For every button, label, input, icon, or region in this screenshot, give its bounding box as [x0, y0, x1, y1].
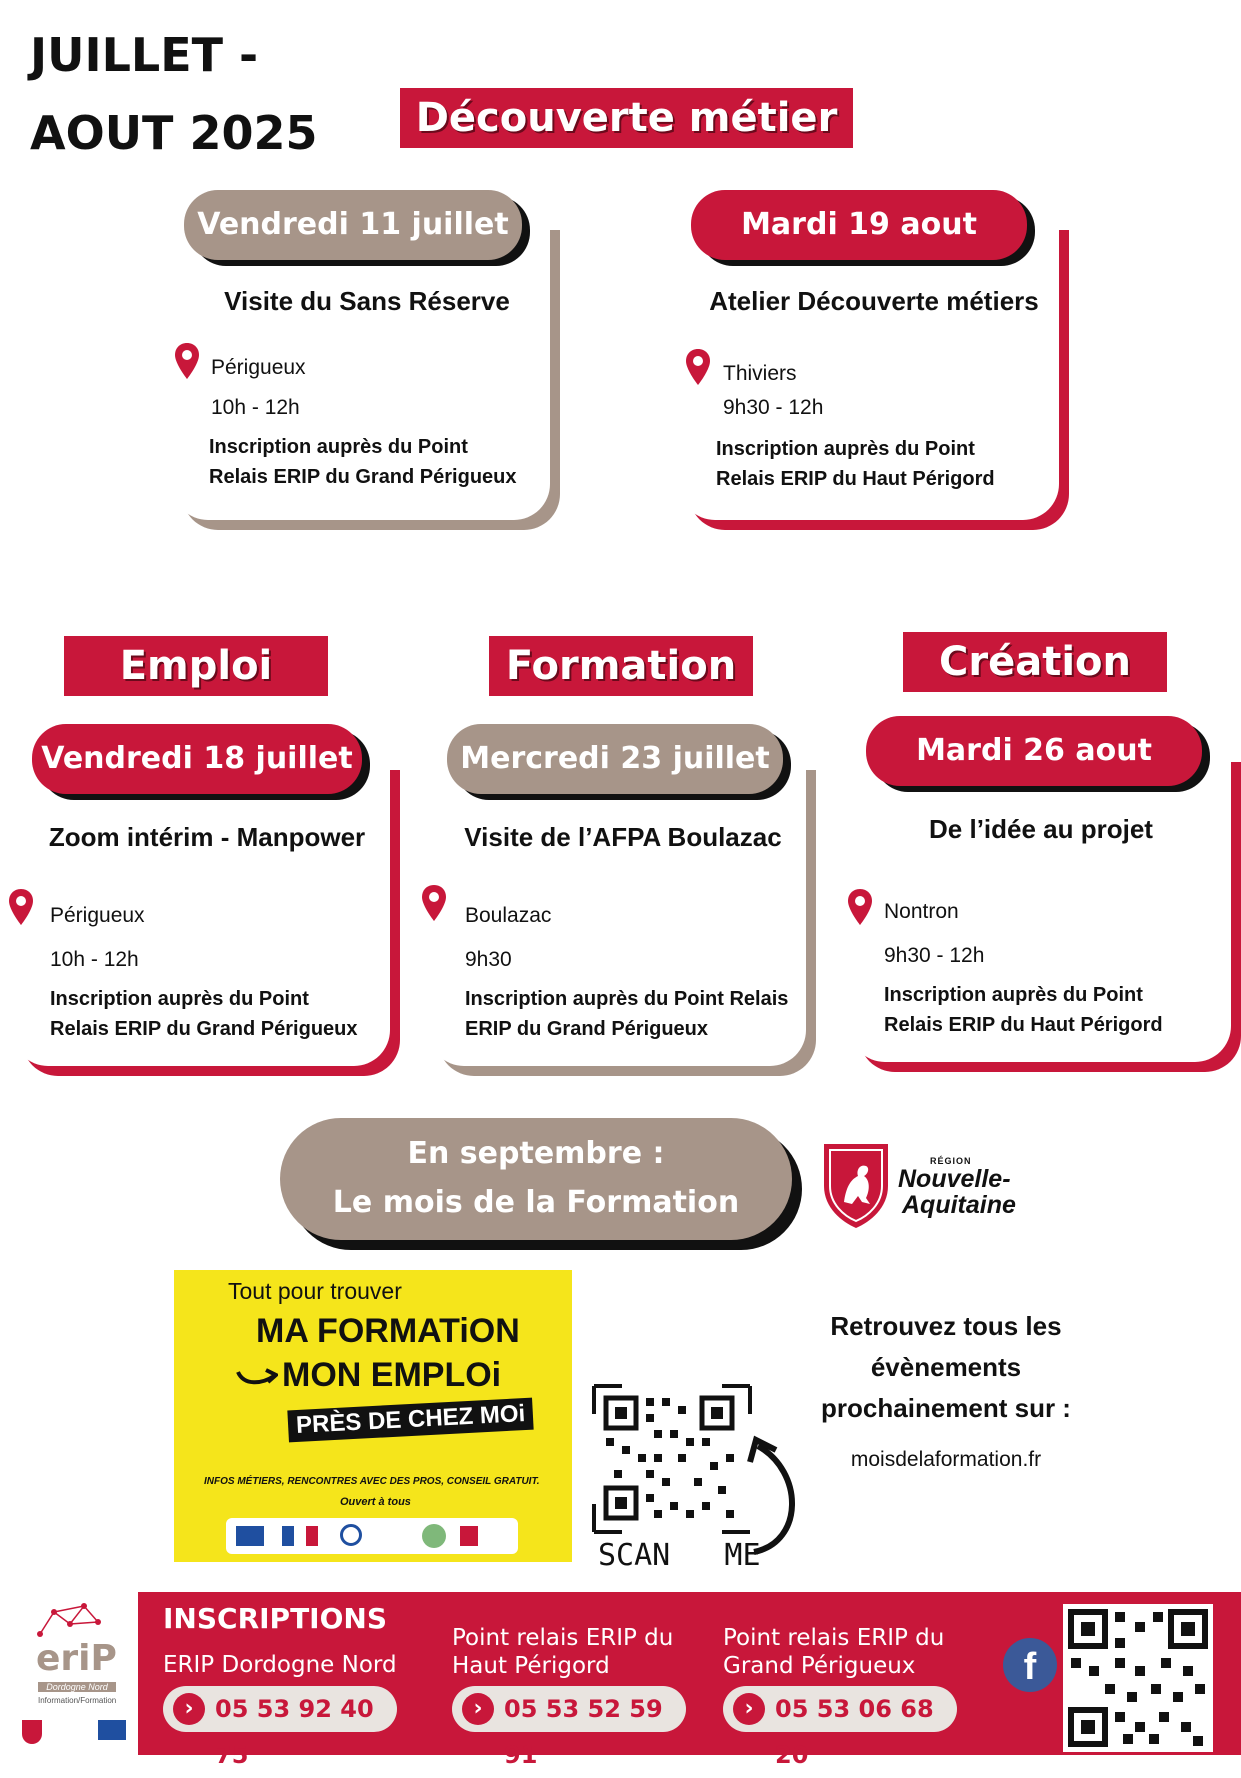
- event-date: Mercredi 23 juillet: [447, 724, 783, 794]
- section-decouverte: Découverte métier: [400, 88, 853, 148]
- region-mini-logo: [460, 1526, 478, 1546]
- event-registration: Inscription auprès du Point Relais ERIP du Haut Périgord: [716, 438, 995, 490]
- eu-flag-icon: [236, 1526, 264, 1546]
- event-title: Visite du Sans Réserve: [224, 286, 510, 316]
- event-registration: Inscription auprès du Point Relais ERIP du Grand Périgueux: [209, 436, 517, 488]
- partner-circle-logo: [340, 1524, 362, 1546]
- event-date: Vendredi 18 juillet: [32, 724, 362, 794]
- chevron-right-icon: ›: [462, 1693, 494, 1725]
- website-link[interactable]: moisdelaformation.fr: [850, 1448, 1042, 1471]
- partner-green-logo: [422, 1524, 446, 1548]
- event-title: Zoom intérim - Manpower: [48, 822, 366, 852]
- event-title: De l’idée au projet: [929, 814, 1153, 844]
- phone-button[interactable]: › 05 53 52 59 91: [452, 1686, 686, 1732]
- eu-flag-icon: [98, 1720, 126, 1740]
- event-time: 9h30 - 12h: [723, 396, 824, 419]
- event-time: 10h - 12h: [50, 948, 139, 971]
- republique-logo: [282, 1526, 318, 1546]
- event-title: Visite de l’AFPA Boulazac: [464, 822, 782, 852]
- location-pin-icon: [8, 888, 34, 926]
- event-place: Thiviers: [723, 362, 797, 385]
- section-emploi: Emploi: [64, 636, 328, 696]
- event-date: Mardi 19 aout: [691, 190, 1027, 260]
- footer-heading: INSCRIPTIONS: [163, 1602, 387, 1635]
- event-registration: Inscription auprès du Point Relais ERIP du Grand Périgueux: [465, 988, 789, 1040]
- location-pin-icon: [685, 348, 711, 386]
- network-icon: [34, 1600, 104, 1640]
- event-place: Périgueux: [211, 356, 306, 379]
- partner-logos: [226, 1518, 518, 1554]
- promo-text: Retrouvez tous les évènements prochainement sur :: [821, 1311, 1071, 1423]
- region-lion-shield-icon: [820, 1140, 892, 1230]
- event-title: Atelier Découverte métiers: [709, 286, 1039, 316]
- location-pin-icon: [421, 884, 447, 922]
- section-creation: Création: [903, 632, 1167, 692]
- location-pin-icon: [174, 342, 200, 380]
- phone-button[interactable]: › 05 53 06 68 20: [723, 1686, 957, 1732]
- arrow-icon: [234, 1364, 278, 1388]
- location-pin-icon: [847, 888, 873, 926]
- contact-name: Point relais ERIP du Haut Périgord: [452, 1625, 674, 1679]
- region-logo: RÉGION Nouvelle- Aquitaine: [820, 1140, 1020, 1230]
- event-date: Mardi 26 aout: [866, 716, 1202, 786]
- september-banner: En septembre : Le mois de la Formation: [280, 1118, 792, 1240]
- facebook-icon[interactable]: f: [1003, 1638, 1057, 1692]
- event-time: 9h30: [465, 948, 512, 971]
- event-registration: Inscription auprès du Point Relais ERIP du Grand Périgueux: [50, 988, 358, 1040]
- event-place: Boulazac: [465, 904, 552, 927]
- region-small-logo: [22, 1720, 42, 1744]
- qr-code-icon[interactable]: [592, 1384, 752, 1534]
- event-place: Périgueux: [50, 904, 145, 927]
- event-registration: Inscription auprès du Point Relais ERIP du Haut Périgord: [884, 984, 1163, 1036]
- poster-image: Tout pour trouver MA FORMATiON MON EMPLOi PRÈS DE CHEZ MOi INFOS MÉTIERS, RENCONTRES AVEC DES PROS, CONSEIL GRATUIT. Ouvert à tous: [174, 1270, 572, 1562]
- event-time: 10h - 12h: [211, 396, 300, 419]
- event-time: 9h30 - 12h: [884, 944, 985, 967]
- event-place: Nontron: [884, 900, 959, 923]
- qr-code-icon[interactable]: [1063, 1604, 1213, 1752]
- scan-me-label: SCAN ME: [598, 1538, 761, 1573]
- phone-button[interactable]: › 05 53 92 40 75: [163, 1686, 397, 1732]
- chevron-right-icon: ›: [173, 1693, 205, 1725]
- section-formation: Formation: [489, 636, 753, 696]
- page-title: JUILLET - AOUT 2025: [30, 28, 318, 160]
- contact-name: ERIP Dordogne Nord: [163, 1652, 397, 1678]
- erip-logo: eriP Dordogne Nord Information/Formation: [20, 1600, 130, 1750]
- event-date: Vendredi 11 juillet: [184, 190, 522, 260]
- chevron-right-icon: ›: [733, 1693, 765, 1725]
- contact-name: Point relais ERIP du Grand Périgueux: [723, 1625, 945, 1679]
